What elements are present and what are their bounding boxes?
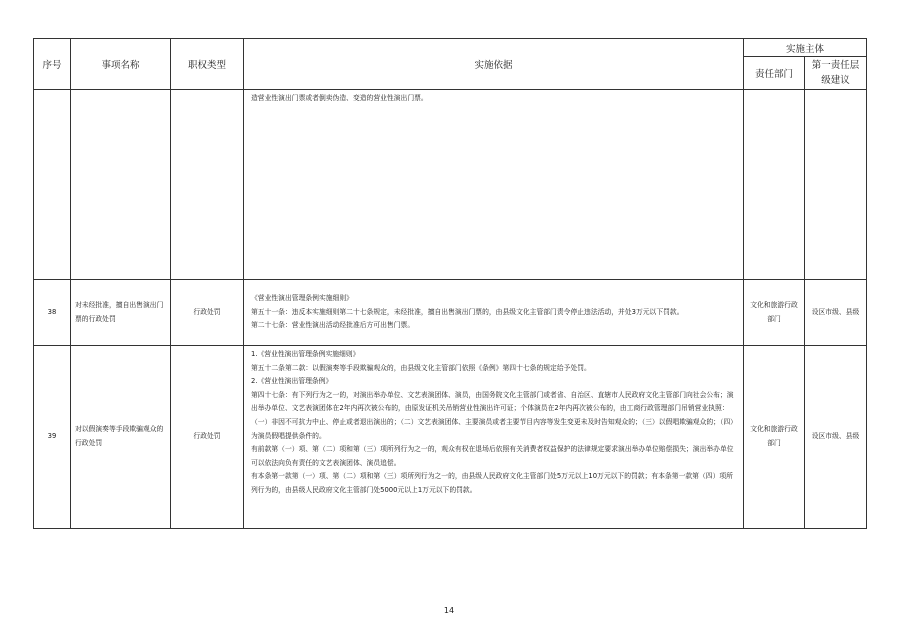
header-power-type: 职权类型 [171,39,244,90]
row-seq: 39 [34,346,71,529]
basis-line: 第五十二条第二款：以假演奏等手段欺骗观众的，由县级文化主管部门依照《条例》第四十七条的规定给予处罚。 [251,363,591,372]
basis-line: 第二十七条：营业性演出活动经批准后方可出售门票。 [251,321,415,330]
enforcement-table [33,38,867,529]
row-level [805,90,867,280]
header-level-line1: 第一责任层 [811,60,860,71]
table-row [34,280,867,346]
row-level: 设区市级、县级 [805,346,867,529]
row-dept [744,90,805,280]
basis-line: 第五十一条：违反本实施细则第二十七条规定，未经批准，擅自出售演出门票的，由县级文化主管部门责令停止违法活动，并处3万元以下罚款。 [251,307,684,316]
row-seq: 38 [34,280,71,346]
header-item-name: 事项名称 [71,39,171,90]
header-level-line2: 级建议 [821,75,850,86]
row-dept: 文化和旅游行政部门 [744,346,805,529]
header-basis: 实施依据 [244,39,744,90]
row-name: 对以假演奏等手段欺骗观众的行政处罚 [71,346,171,529]
row-name [71,90,171,280]
basis-line: 造营业性演出门票或者倒卖伪造、变造的营业性演出门票。 [251,94,428,102]
page-number: 14 [443,606,455,615]
basis-line: 有本条第一款第（一）项、第（二）项和第（三）项所列行为之一的，由县级人民政府文化主管部门处5万元以上10万元以下的罚款；有本条第一款第（四）项所列行为的，由县级人民政府文化主管部门处5000元以上1万元以下的罚款。 [251,472,733,494]
row-type: 行政处罚 [171,280,244,346]
table-row [34,90,867,280]
table-row [34,346,867,529]
row-level: 设区市级、县级 [805,280,867,346]
row-basis [244,346,744,529]
header-level [805,57,867,90]
row-basis [244,280,744,346]
basis-line: 2.《营业性演出管理条例》 [251,377,333,386]
row-name: 对未经批准，擅自出售演出门票的行政处罚 [71,280,171,346]
row-dept: 文化和旅游行政部门 [744,280,805,346]
basis-line: 有前款第（一）项、第（二）项和第（三）项所列行为之一的，观众有权在退场后依照有关消费者权益保护的法律规定要求演出举办单位赔偿损失；演出举办单位可以依法向负有责任的文艺表演团体、演员追偿。 [251,445,734,467]
row-type: 行政处罚 [171,346,244,529]
row-type [171,90,244,280]
header-dept: 责任部门 [744,57,805,90]
basis-line: 1.《营业性演出管理条例实施细则》 [251,350,360,358]
basis-line: 《营业性演出管理条例实施细则》 [251,294,353,303]
row-basis [244,90,744,280]
row-seq [34,90,71,280]
header-subject: 实施主体 [744,39,867,57]
header-seq: 序号 [34,39,71,90]
basis-line: 第四十七条：有下列行为之一的，对演出举办单位、文艺表演团体、演员，由国务院文化主管部门或者省、自治区、直辖市人民政府文化主管部门向社会公布；演出举办单位、文艺表演团体在2年内再次被公布的，由原发证机关吊销营业性演出许可证；个体演员在2年内再次被公布的，由工商行政管理部门吊销营业执照：（一）非因不可抗力中止、停止或者退出演出的；（二）文艺表演团体、主要演员或者主要节目内容等发生变更未及时告知观众的；（三）以假唱欺骗观众的；（四）为演员假唱提供条件的。 [251,390,737,440]
